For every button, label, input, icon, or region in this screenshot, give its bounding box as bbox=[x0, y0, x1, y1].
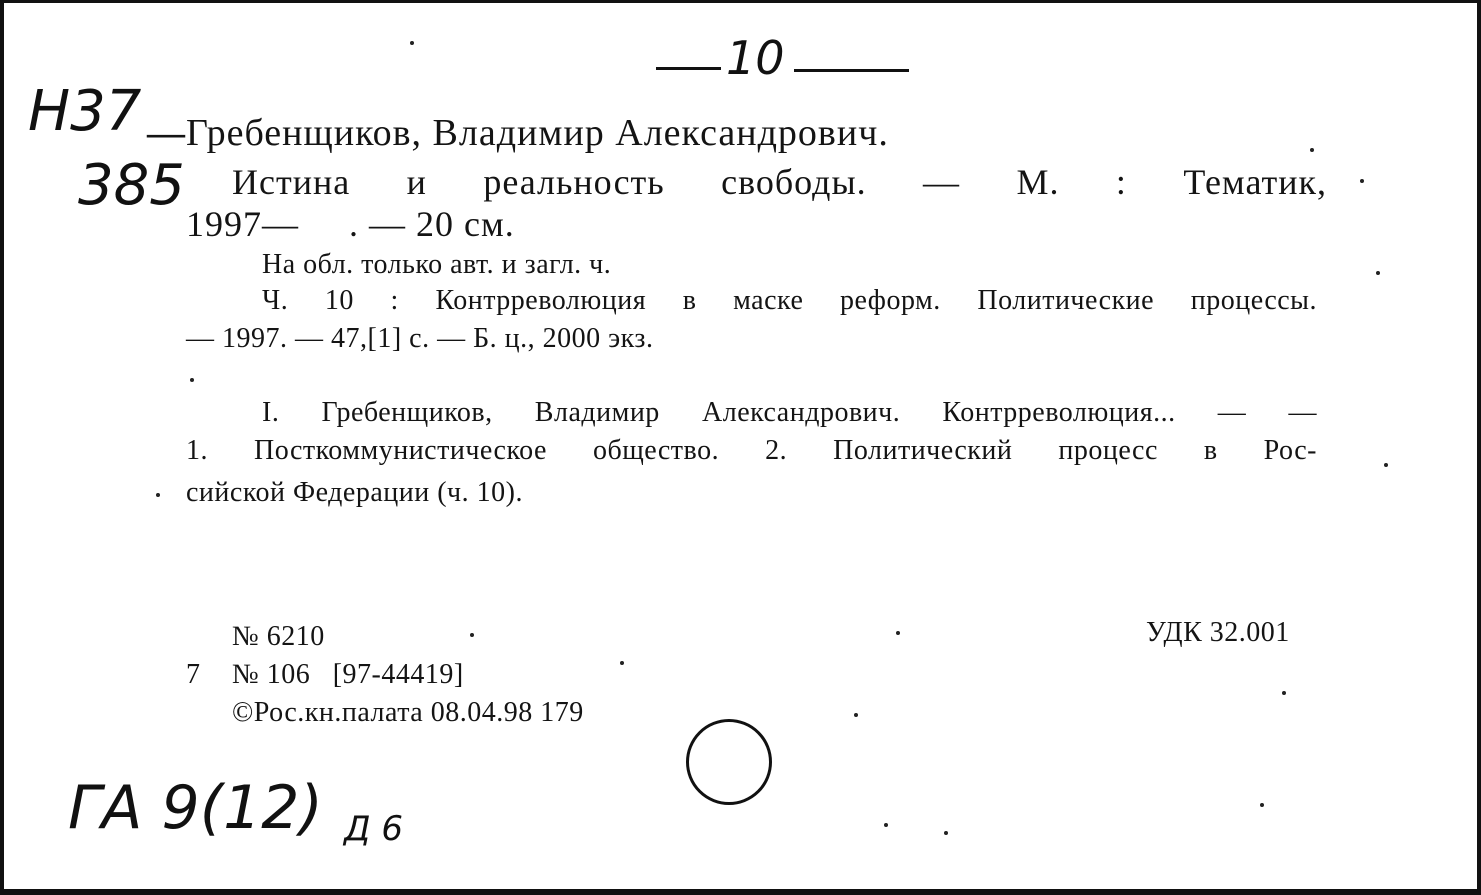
scan-speck bbox=[1360, 179, 1364, 183]
scan-speck bbox=[620, 661, 624, 665]
shelf-code-bottom: 385 bbox=[78, 153, 185, 218]
top-mark-right-line bbox=[794, 69, 909, 72]
author-heading: Гребенщиков, Владимир Александрович. bbox=[186, 112, 889, 154]
number-2-prefix: 7 bbox=[186, 659, 201, 690]
scan-speck bbox=[1376, 271, 1380, 275]
tracing-line-1: I. Гребенщиков, Владимир Александрович. Контрреволюция... — — bbox=[262, 397, 1317, 428]
part-line-1: Ч. 10 : Контрреволюция в маске реформ. Политические процессы. bbox=[262, 285, 1317, 316]
tracing-line-2: 1. Посткоммунистическое общество. 2. Политический процесс в Рос- bbox=[186, 435, 1317, 466]
scan-speck bbox=[884, 823, 888, 827]
punch-hole-circle bbox=[686, 719, 772, 805]
scan-speck bbox=[410, 41, 414, 45]
udk-code: УДК 32.001 bbox=[1146, 617, 1290, 648]
number-2: № 106 [97-44419] bbox=[232, 659, 464, 690]
part-line-2: — 1997. — 47,[1] с. — Б. ц., 2000 экз. bbox=[186, 323, 654, 354]
scan-speck bbox=[1310, 148, 1314, 152]
copyright-line: ©Рос.кн.палата 08.04.98 179 bbox=[232, 697, 584, 728]
scan-speck bbox=[1384, 463, 1388, 467]
bottom-handwritten-sub: Д 6 bbox=[344, 809, 404, 849]
number-1: № 6210 bbox=[232, 621, 325, 652]
scan-speck bbox=[1282, 691, 1286, 695]
author-dash: — bbox=[147, 112, 186, 154]
top-handwritten-mark: 10 bbox=[726, 31, 785, 85]
scan-speck bbox=[1260, 803, 1264, 807]
shelf-code-top: Н37 bbox=[28, 79, 142, 144]
scan-speck bbox=[156, 493, 160, 497]
tracing-line-3: сийской Федерации (ч. 10). bbox=[186, 477, 523, 508]
scan-speck bbox=[190, 378, 194, 382]
top-mark-left-line bbox=[656, 67, 721, 70]
cover-note: На обл. только авт. и загл. ч. bbox=[262, 249, 612, 280]
years-line: 1997— . — 20 см. bbox=[186, 204, 515, 244]
bottom-handwritten-mark: ГА 9(12) bbox=[68, 773, 323, 843]
scan-speck bbox=[854, 713, 858, 717]
scan-speck bbox=[944, 831, 948, 835]
scan-speck bbox=[896, 631, 900, 635]
scan-speck bbox=[470, 633, 474, 637]
title-line: Истина и реальность свободы. — М. : Тематик, bbox=[232, 162, 1327, 202]
